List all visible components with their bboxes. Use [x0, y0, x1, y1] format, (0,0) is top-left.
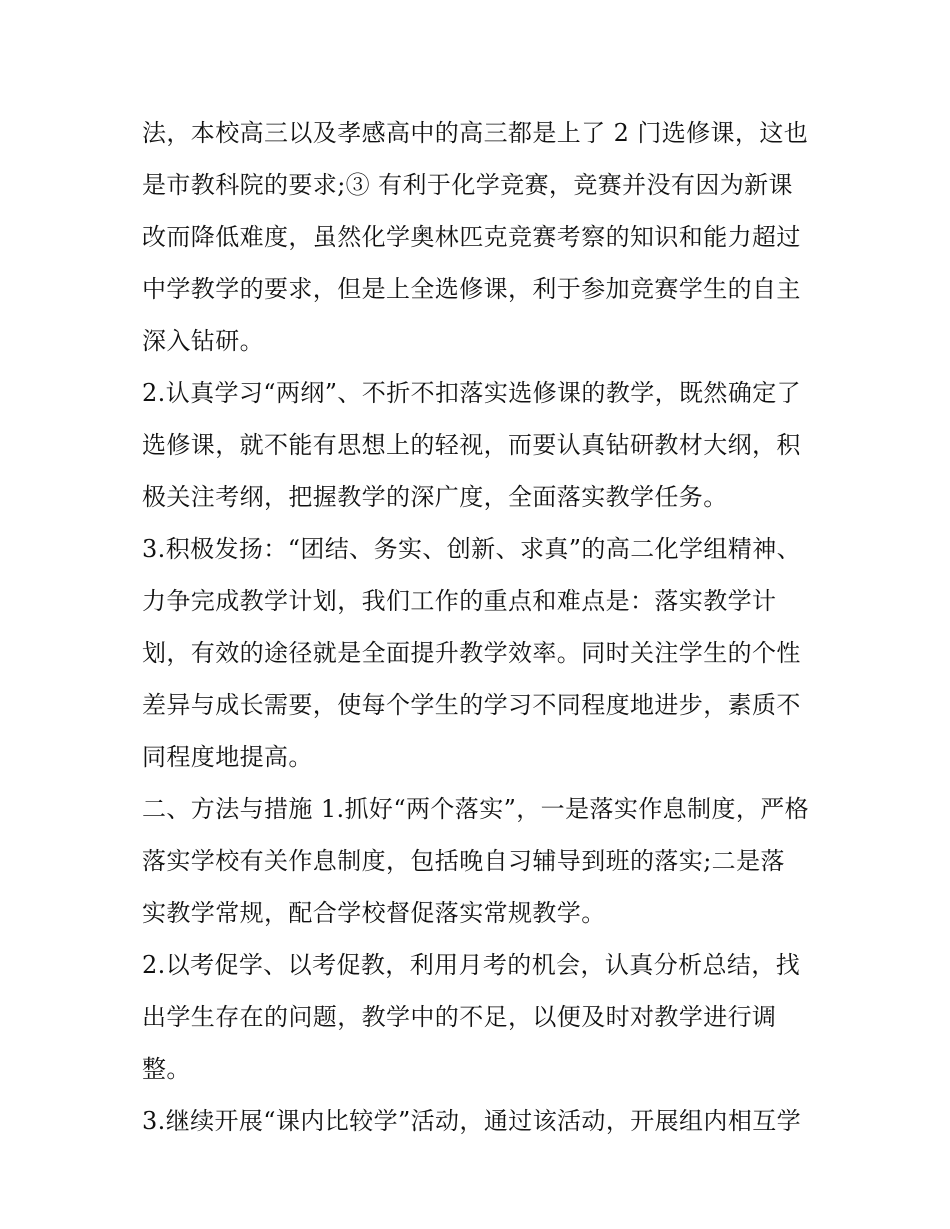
text-line: 选修课，就不能有思想上的轻视，而要认真钻研教材大纲，积 — [142, 431, 801, 459]
text-line: 2.认真学习“两纲”、不折不扣落实选修课的教学，既然确定了 — [142, 379, 802, 407]
text-line: 实教学常规，配合学校督促落实常规教学。 — [142, 899, 606, 927]
text-line: 划，有效的途径就是全面提升教学效率。同时关注学生的个性 — [142, 639, 801, 667]
text-line: 出学生存在的问题，教学中的不足，以便及时对教学进行调 — [142, 1003, 777, 1031]
text-line: 落实学校有关作息制度，包括晚自习辅导到班的落实;二是落 — [142, 847, 785, 875]
text-line: 同程度地提高。 — [142, 743, 313, 771]
text-line: 二、方法与措施 1.抓好“两个落实”，一是落实作息制度，严格 — [142, 795, 810, 823]
text-line: 差异与成长需要，使每个学生的学习不同程度地进步，素质不 — [142, 691, 801, 719]
text-line: 改而降低难度，虽然化学奥林匹克竞赛考察的知识和能力超过 — [142, 223, 801, 251]
text-line: 整。 — [142, 1055, 191, 1083]
text-line: 中学教学的要求，但是上全选修课，利于参加竞赛学生的自主 — [142, 275, 801, 303]
text-line: 是市教科院的要求;③ 有利于化学竞赛，竞赛并没有因为新课 — [142, 171, 793, 199]
text-line: 深入钻研。 — [142, 327, 264, 355]
text-line: 3.积极发扬：“团结、务实、创新、求真”的高二化学组精神、 — [142, 535, 802, 563]
text-line: 2.以考促学、以考促教，利用月考的机会，认真分析总结，找 — [142, 951, 801, 979]
text-line: 力争完成教学计划，我们工作的重点和难点是：落实教学计 — [142, 587, 777, 615]
text-line: 3.继续开展“课内比较学”活动，通过该活动，开展组内相互学 — [142, 1107, 802, 1135]
body-text — [142, 107, 814, 1147]
text-line: 极关注考纲，把握教学的深广度，全面落实教学任务。 — [142, 483, 728, 511]
text-line: 法，本校高三以及孝感高中的高三都是上了 2 门选修课，这也 — [142, 119, 809, 147]
